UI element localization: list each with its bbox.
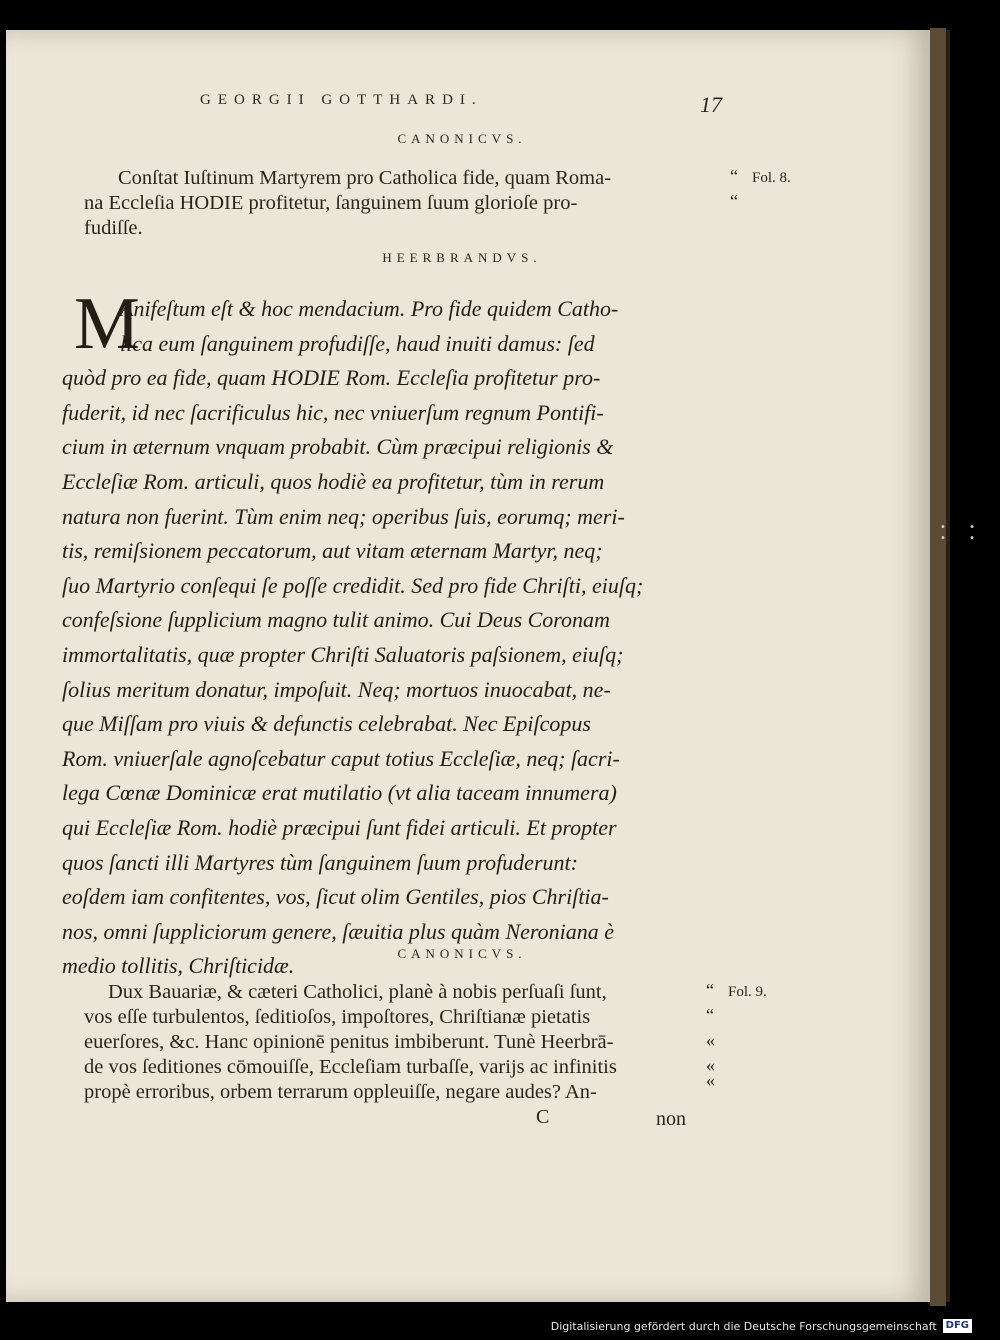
text-line: lica eum ſanguinem profudiſſe, haud inuiti damus: ſed <box>120 330 595 356</box>
heerbrandus-text <box>62 283 722 984</box>
text-line: immortalitatis, quæ propter Chriſti Saluatoris paſsionem, eiuſq; <box>62 641 624 667</box>
page-edge <box>930 28 946 1306</box>
text-line: vos eſſe turbulentos, ſeditioſos, impoſtores, Chriſtianæ pietatis <box>84 1006 591 1028</box>
text-line: Anifeſtum eſt & hoc mendacium. Pro fide quidem Catho- <box>120 296 619 321</box>
quote-mark: « <box>706 1070 715 1090</box>
section-heading-heerbrandus: HEERBRANDVS. <box>382 250 542 265</box>
canonicus-text-1 <box>84 166 720 241</box>
canonicus-text-2 <box>84 980 720 1105</box>
text-line: quos ſancti illi Martyres tùm ſanguinem ſuum profuderunt: <box>62 849 578 875</box>
text-line: de vos ſeditiones cōmouiſſe, Eccleſiam turbaſſe, varijs ac infinitis <box>84 1056 617 1078</box>
text-line: Conſtat Iuſtinum Martyrem pro Catholica fide, quam Roma- <box>118 167 612 189</box>
text-line: ſuo Martyrio conſequi ſe poſſe credidit. Sed pro fide Chriſti, eiuſq; <box>62 572 644 598</box>
edge-dots: • • • • <box>940 522 985 544</box>
text-line: tis, remiſsionem peccatorum, aut vitam æternam Martyr, neq; <box>62 538 603 564</box>
quote-mark: “ <box>730 191 738 211</box>
text-line: Eccleſiæ Rom. articuli, quos hodiè ea profitetur, tùm in rerum <box>62 468 605 494</box>
signature-mark: C <box>536 1106 550 1128</box>
dfg-logo: DFG <box>943 1319 972 1333</box>
catchword: non <box>656 1108 686 1130</box>
text-line: ſolius meritum donatur, impoſuit. Neq; mortuos inuocabat, ne- <box>62 676 611 702</box>
text-line: Dux Bauariæ, & cæteri Catholici, planè à nobis perſuaſi ſunt, <box>108 981 607 1003</box>
text-line: que Miſſam pro viuis & defunctis celebrabat. Nec Epiſcopus <box>62 711 591 737</box>
text-line: qui Eccleſiæ Rom. hodiè præcipui ſunt fidei articuli. Et propter <box>62 814 617 840</box>
text-line: fudiſſe. <box>84 217 143 239</box>
text-line: fuderit, id nec ſacrificulus hic, nec vniuerſum regnum Pontifi- <box>62 399 604 425</box>
text-line: Rom. vniuerſale agnoſcebatur caput totius Eccleſiæ, neq; ſacri- <box>62 745 620 771</box>
marginal-reference: Fol. 8. <box>752 170 791 186</box>
quote-mark: « <box>706 1055 715 1075</box>
text-line: medio tollitis, Chriſticidæ. <box>62 953 295 979</box>
section-heading-canonicus-1: CANONICVS. <box>397 131 527 146</box>
text-line: natura non fuerint. Tùm enim neq; operibus ſuis, eorumq; meri- <box>62 503 625 529</box>
drop-cap: M <box>74 283 140 365</box>
page-edge-shadow <box>946 30 950 1302</box>
footer-credit <box>551 1318 972 1334</box>
footer-text: Digitalisierung gefördert durch die Deutsche Forschungsgemeinschaft <box>550 1319 937 1333</box>
text-line: nos, omni ſuppliciorum genere, ſæuitia plus quàm Neroniana è <box>62 918 615 944</box>
marginal-reference: Fol. 9. <box>728 984 767 1000</box>
running-head: GEORGII GOTTHARDI. <box>200 92 483 108</box>
text-line: lega Cœnæ Dominicæ erat mutilatio (vt alia taceam innumera) <box>62 780 617 806</box>
text-line: eoſdem iam confitentes, vos, ſicut olim Gentiles, pios Chriſtia- <box>62 884 609 910</box>
quote-mark: “ <box>706 980 714 1000</box>
text-line: propè erroribus, orbem terrarum oppleuiſſe, negare audes? An- <box>84 1081 597 1103</box>
text-line: cium in æternum vnquam probabit. Cùm præcipui religionis & <box>62 434 614 460</box>
section-heading-canonicus-2: CANONICVS. <box>397 946 527 961</box>
text-line: confeſsione ſupplicium magno tulit animo. Cui Deus Coronam <box>62 607 610 633</box>
text-line: euerſores, &c. Hanc opinionē penitus imbiberunt. Tunè Heerbrā- <box>84 1031 614 1053</box>
quote-mark: “ <box>730 166 738 186</box>
text-line: quòd pro ea fide, quam HODIE Rom. Eccleſia profitetur pro- <box>62 365 601 391</box>
quote-mark: “ <box>706 1005 714 1025</box>
text-line: na Eccleſia HODIE profitetur, ſanguinem ſuum glorioſe pro- <box>84 192 578 214</box>
page-number: 17 <box>700 92 722 117</box>
quote-mark: « <box>706 1030 715 1050</box>
